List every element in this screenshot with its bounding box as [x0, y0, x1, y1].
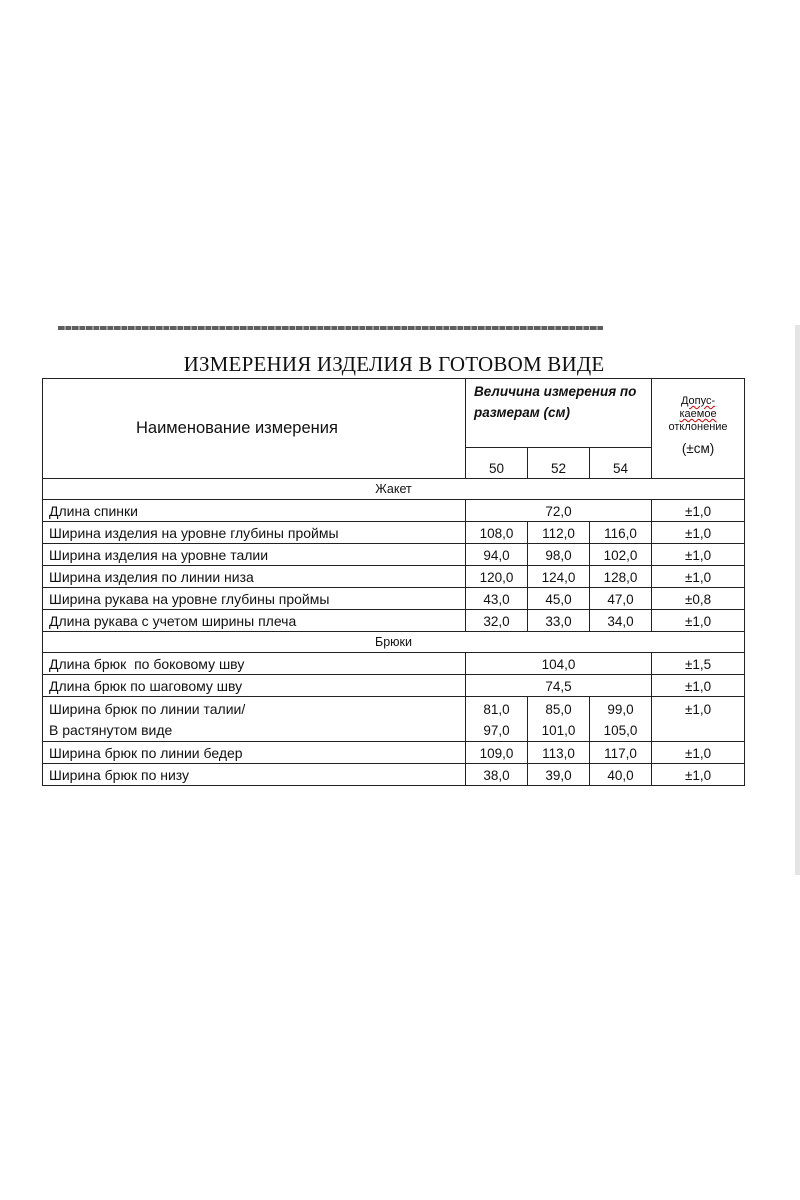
row-name: Длина брюк по шаговому шву	[43, 675, 466, 697]
row-value: 108,0	[466, 522, 528, 544]
row-value: 117,0	[590, 742, 652, 764]
table-row	[43, 588, 745, 610]
table-row	[43, 500, 745, 522]
row-name: Ширина рукава на уровне глубины проймы	[43, 588, 466, 610]
row-tolerance: ±1,5	[652, 653, 745, 675]
row-value: 40,0	[590, 764, 652, 786]
row-value: 124,0	[528, 566, 590, 588]
row-value: 120,0	[466, 566, 528, 588]
row-tolerance: ±1,0	[652, 675, 745, 697]
size-52: 52	[528, 448, 590, 479]
row-tolerance: ±0,8	[652, 588, 745, 610]
row-tolerance: ±1,0	[652, 522, 745, 544]
row-value: 72,0	[466, 500, 652, 522]
row-name: Длина брюк по боковому шву	[43, 653, 466, 675]
row-value: 45,0	[528, 588, 590, 610]
row-tolerance: ±1,0	[652, 500, 745, 522]
table-row	[43, 522, 745, 544]
table-row	[43, 566, 745, 588]
row-value: 109,0	[466, 742, 528, 764]
row-value: 32,0	[466, 610, 528, 632]
row-name: Ширина изделия по линии низа	[43, 566, 466, 588]
row-value: 98,0	[528, 544, 590, 566]
table-row	[43, 764, 745, 786]
row-tolerance: ±1,0	[652, 566, 745, 588]
page-title: ИЗМЕРЕНИЯ ИЗДЕЛИЯ В ГОТОВОМ ВИДЕ	[183, 352, 605, 376]
row-name: Длина спинки	[43, 500, 466, 522]
cropped-text-line	[58, 326, 603, 330]
row-value: 34,0	[590, 610, 652, 632]
page-edge-shadow	[795, 325, 800, 875]
table-row	[43, 610, 745, 632]
section-row-trousers	[43, 632, 745, 653]
row-value: 81,0 97,0	[466, 697, 528, 742]
row-value: 74,5	[466, 675, 652, 697]
section-label: Жакет	[43, 479, 745, 500]
row-name: Ширина изделия на уровне глубины проймы	[43, 522, 466, 544]
table-row	[43, 675, 745, 697]
row-value: 85,0 101,0	[528, 697, 590, 742]
row-name: Ширина брюк по линии талии/ В растянутом виде	[43, 697, 466, 742]
row-name: Длина рукава с учетом ширины плеча	[43, 610, 466, 632]
row-value: 47,0	[590, 588, 652, 610]
section-row-jacket	[43, 479, 745, 500]
measurements-table	[42, 378, 745, 786]
row-value: 43,0	[466, 588, 528, 610]
row-tolerance: ±1,0	[652, 742, 745, 764]
row-name: Ширина брюк по низу	[43, 764, 466, 786]
header-tolerance-col: Допус- каемое отклонение (±см)	[652, 379, 745, 479]
row-tolerance: ±1,0	[652, 544, 745, 566]
row-value: 113,0	[528, 742, 590, 764]
row-value: 128,0	[590, 566, 652, 588]
row-value: 94,0	[466, 544, 528, 566]
row-name: Ширина изделия на уровне талии	[43, 544, 466, 566]
row-value: 99,0 105,0	[590, 697, 652, 742]
header-size-col: Величина измерения по размерам (см)	[466, 379, 652, 448]
row-value: 104,0	[466, 653, 652, 675]
row-tolerance: ±1,0	[652, 610, 745, 632]
table-row	[43, 653, 745, 675]
row-name: Ширина брюк по линии бедер	[43, 742, 466, 764]
row-tolerance: ±1,0	[652, 764, 745, 786]
section-label: Брюки	[43, 632, 745, 653]
row-value: 39,0	[528, 764, 590, 786]
header-row	[43, 379, 745, 448]
size-54: 54	[590, 448, 652, 479]
size-50: 50	[466, 448, 528, 479]
table-row	[43, 697, 745, 742]
table-row	[43, 544, 745, 566]
row-value: 102,0	[590, 544, 652, 566]
row-value: 38,0	[466, 764, 528, 786]
row-value: 33,0	[528, 610, 590, 632]
header-name-col: Наименование измерения	[43, 379, 466, 479]
row-value: 116,0	[590, 522, 652, 544]
row-value: 112,0	[528, 522, 590, 544]
table-row	[43, 742, 745, 764]
row-tolerance: ±1,0	[652, 697, 745, 742]
